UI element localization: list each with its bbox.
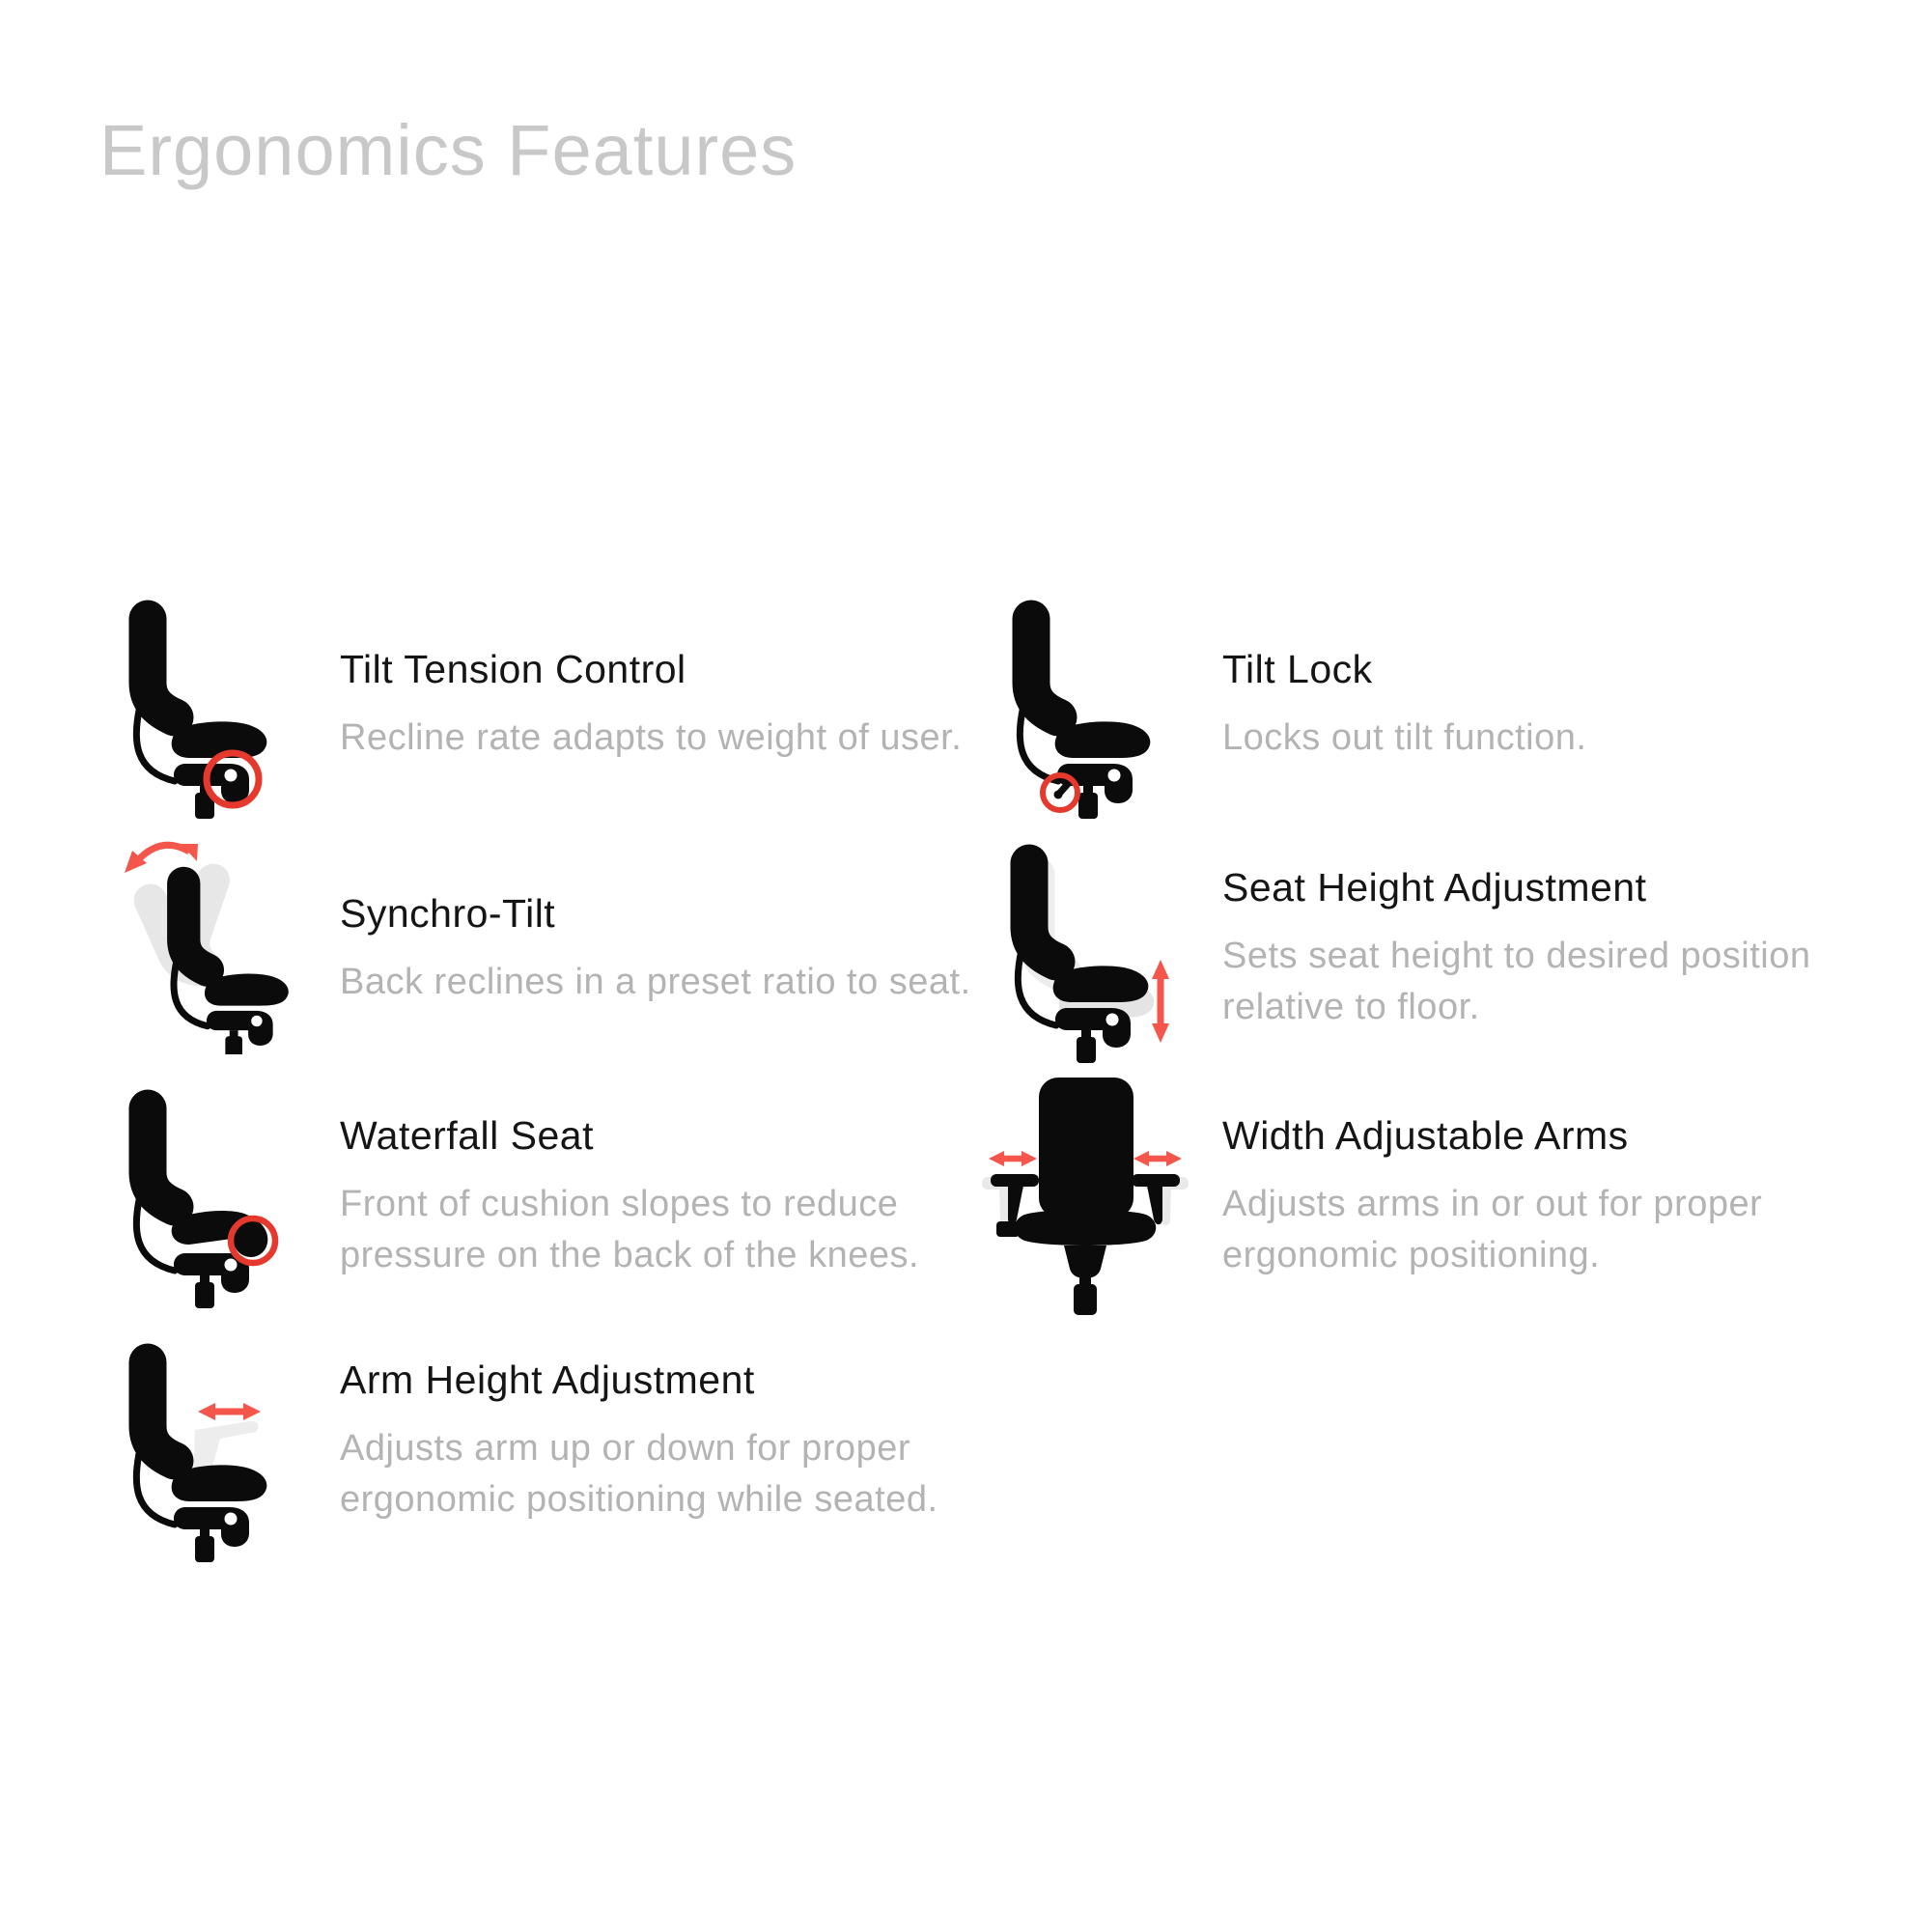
feature-seat-height-adjustment bbox=[1222, 865, 1898, 1033]
feature-description: Adjusts arms in or out for proper ergonomic positioning. bbox=[1222, 1184, 1763, 1275]
feature-description: Adjusts arm up or down for proper ergonomic positioning while seated. bbox=[340, 1428, 938, 1520]
red-vertical-double-arrow bbox=[1152, 960, 1169, 1043]
red-horizontal-double-arrow bbox=[198, 1403, 261, 1420]
feature-title: Synchro-Tilt bbox=[340, 891, 556, 936]
seat-height-adjustment-chair-icon bbox=[983, 838, 1176, 1066]
feature-tilt-lock bbox=[1222, 647, 1898, 764]
feature-title: Tilt Tension Control bbox=[340, 647, 686, 691]
feature-title: Tilt Lock bbox=[1222, 647, 1373, 691]
tilt-lock-chair-icon bbox=[985, 594, 1168, 822]
feature-title: Waterfall Seat bbox=[340, 1113, 594, 1158]
chair-side-view-graphic bbox=[97, 823, 290, 1054]
chair-side-view-graphic bbox=[983, 838, 1176, 1066]
feature-arm-height-adjustment bbox=[340, 1358, 996, 1526]
synchro-tilt-chair-icon bbox=[97, 823, 290, 1054]
feature-title: Width Adjustable Arms bbox=[1222, 1113, 1629, 1158]
feature-description: Locks out tilt function. bbox=[1222, 717, 1587, 758]
feature-waterfall-seat bbox=[340, 1113, 996, 1281]
tilt-tension-control-chair-icon bbox=[101, 594, 285, 822]
feature-description: Recline rate adapts to weight of user. bbox=[340, 717, 963, 758]
feature-title: Seat Height Adjustment bbox=[1222, 865, 1647, 910]
chair-side-view-graphic bbox=[101, 1337, 290, 1565]
waterfall-seat-chair-icon bbox=[101, 1083, 290, 1311]
feature-description: Sets seat height to desired position relative to floor. bbox=[1222, 936, 1811, 1027]
feature-width-adjustable-arms bbox=[1222, 1113, 1898, 1281]
arm-height-adjustment-chair-icon bbox=[101, 1337, 290, 1565]
feature-description: Front of cushion slopes to reduce pressure on the back of the knees. bbox=[340, 1184, 920, 1275]
page-title: Ergonomics Features bbox=[99, 110, 798, 190]
chair-front-view-graphic bbox=[977, 1070, 1193, 1317]
width-adjustable-arms-chair-icon bbox=[977, 1070, 1193, 1317]
feature-title: Arm Height Adjustment bbox=[340, 1358, 755, 1402]
feature-description: Back reclines in a preset ratio to seat. bbox=[340, 962, 971, 1002]
chair-side-view-graphic bbox=[101, 1083, 290, 1311]
feature-synchro-tilt bbox=[340, 891, 996, 1008]
feature-tilt-tension-control bbox=[340, 647, 996, 764]
backrest-front bbox=[1039, 1078, 1133, 1218]
chair-side-view-graphic bbox=[985, 594, 1168, 822]
chair-side-view-graphic bbox=[101, 594, 285, 822]
